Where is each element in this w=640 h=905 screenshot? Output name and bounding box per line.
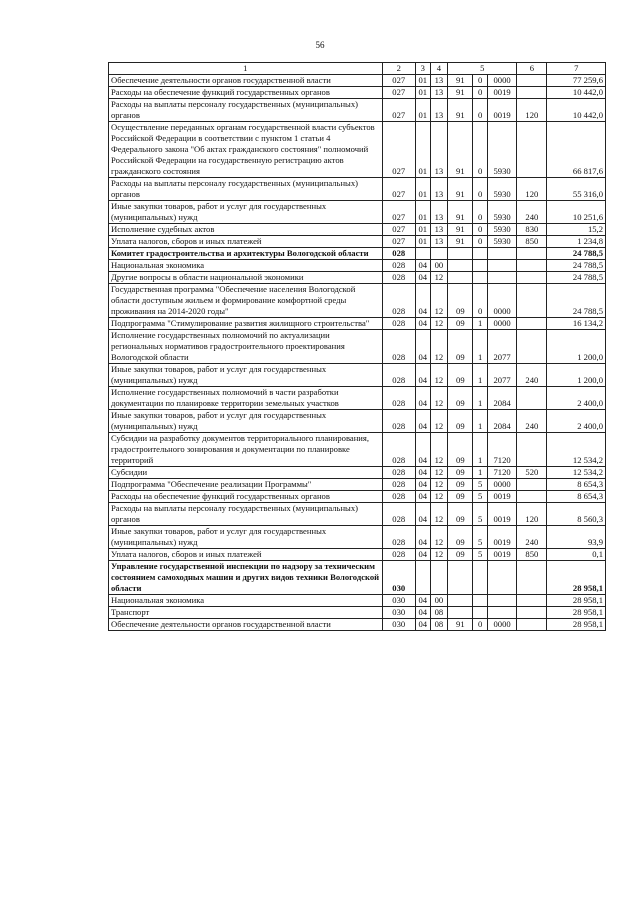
target-article-direction-cell: 0019: [487, 491, 516, 503]
row-name-cell: Иные закупки товаров, работ и услуг для государственных (муниципальных) нужд: [109, 201, 383, 224]
amount-cell: 28 958,1: [547, 619, 606, 631]
target-article-subprogram-cell: [473, 272, 488, 284]
target-article-subprogram-cell: 0: [473, 75, 488, 87]
row-name-cell: Иные закупки товаров, работ и услуг для государственных (муниципальных) нужд: [109, 410, 383, 433]
subsection-code-cell: 00: [430, 595, 448, 607]
section-code-cell: 04: [415, 410, 430, 433]
target-article-subprogram-cell: 1: [473, 410, 488, 433]
target-article-direction-cell: 5930: [487, 201, 516, 224]
amount-cell: 10 442,0: [547, 87, 606, 99]
target-article-subprogram-cell: 1: [473, 467, 488, 479]
amount-cell: 1 200,0: [547, 330, 606, 364]
gov-code-cell: 030: [382, 595, 415, 607]
expense-type-cell: [517, 75, 547, 87]
target-article-direction-cell: 0000: [487, 619, 516, 631]
section-code-cell: [415, 561, 430, 595]
section-code-cell: 04: [415, 318, 430, 330]
expense-type-cell: 520: [517, 467, 547, 479]
target-article-direction-cell: 5930: [487, 236, 516, 248]
target-article-direction-cell: 5930: [487, 122, 516, 178]
expense-type-cell: [517, 272, 547, 284]
gov-code-cell: 027: [382, 99, 415, 122]
table-row: [109, 318, 606, 330]
gov-code-cell: 028: [382, 479, 415, 491]
row-name-cell: Осуществление переданных органам государственной власти субъектов Российской Федерации в соответствии с пунктом 1 статьи 4 Федерального закона "Об актах гражданского состояния" полномочий Российской Федерации на государственную регистрацию актов гражданского состояния: [109, 122, 383, 178]
target-article-subprogram-cell: 0: [473, 99, 488, 122]
column-header: 3: [415, 63, 430, 75]
gov-code-cell: 028: [382, 433, 415, 467]
table-row: [109, 549, 606, 561]
subsection-code-cell: 12: [430, 433, 448, 467]
target-article-subprogram-cell: 5: [473, 526, 488, 549]
subsection-code-cell: 12: [430, 387, 448, 410]
gov-code-cell: 028: [382, 318, 415, 330]
amount-cell: 2 400,0: [547, 410, 606, 433]
gov-code-cell: 027: [382, 178, 415, 201]
expense-type-cell: 240: [517, 410, 547, 433]
table-row: [109, 75, 606, 87]
amount-cell: 0,1: [547, 549, 606, 561]
expense-type-cell: 240: [517, 201, 547, 224]
section-code-cell: 01: [415, 99, 430, 122]
section-code-cell: 04: [415, 503, 430, 526]
gov-code-cell: 028: [382, 284, 415, 318]
amount-cell: 77 259,6: [547, 75, 606, 87]
target-article-direction-cell: 7120: [487, 467, 516, 479]
row-name-cell: Иные закупки товаров, работ и услуг для государственных (муниципальных) нужд: [109, 364, 383, 387]
amount-cell: 66 817,6: [547, 122, 606, 178]
target-article-program-cell: [448, 561, 473, 595]
target-article-program-cell: 91: [448, 201, 473, 224]
row-name-cell: Подпрограмма "Стимулирование развития жилищного строительства": [109, 318, 383, 330]
row-name-cell: Управление государственной инспекции по надзору за техническим состоянием самоходных машин и других видов техники Вологодской области: [109, 561, 383, 595]
target-article-program-cell: 09: [448, 503, 473, 526]
section-code-cell: 04: [415, 549, 430, 561]
row-name-cell: Другие вопросы в области национальной экономики: [109, 272, 383, 284]
subsection-code-cell: 12: [430, 410, 448, 433]
target-article-direction-cell: 0019: [487, 549, 516, 561]
target-article-subprogram-cell: 0: [473, 178, 488, 201]
target-article-program-cell: 91: [448, 87, 473, 99]
row-name-cell: Уплата налогов, сборов и иных платежей: [109, 236, 383, 248]
page-number: 56: [315, 40, 325, 50]
gov-code-cell: 030: [382, 607, 415, 619]
target-article-direction-cell: 2084: [487, 387, 516, 410]
target-article-direction-cell: [487, 595, 516, 607]
section-code-cell: 01: [415, 236, 430, 248]
section-code-cell: 04: [415, 526, 430, 549]
section-code-cell: 04: [415, 272, 430, 284]
subsection-code-cell: 12: [430, 479, 448, 491]
target-article-program-cell: [448, 272, 473, 284]
section-code-cell: [415, 248, 430, 260]
row-name-cell: Государственная программа "Обеспечение населения Вологодской области доступным жильем и формирование комфортной среды проживания на 2014-2020 годы": [109, 284, 383, 318]
target-article-program-cell: 91: [448, 224, 473, 236]
target-article-direction-cell: [487, 260, 516, 272]
row-name-cell: Обеспечение деятельности органов государственной власти: [109, 619, 383, 631]
subsection-code-cell: 13: [430, 75, 448, 87]
gov-code-cell: 028: [382, 549, 415, 561]
target-article-direction-cell: 5930: [487, 224, 516, 236]
row-name-cell: Иные закупки товаров, работ и услуг для государственных (муниципальных) нужд: [109, 526, 383, 549]
column-header: 4: [430, 63, 448, 75]
subsection-code-cell: 00: [430, 260, 448, 272]
target-article-subprogram-cell: 5: [473, 503, 488, 526]
table-row: [109, 87, 606, 99]
gov-code-cell: 027: [382, 201, 415, 224]
amount-cell: 8 560,3: [547, 503, 606, 526]
gov-code-cell: 027: [382, 122, 415, 178]
row-name-cell: Расходы на обеспечение функций государственных органов: [109, 87, 383, 99]
row-name-cell: Подпрограмма "Обеспечение реализации Программы": [109, 479, 383, 491]
amount-cell: 10 251,6: [547, 201, 606, 224]
table-row: [109, 491, 606, 503]
target-article-program-cell: 91: [448, 236, 473, 248]
target-article-subprogram-cell: 1: [473, 318, 488, 330]
section-code-cell: 04: [415, 595, 430, 607]
expense-type-cell: [517, 122, 547, 178]
target-article-subprogram-cell: 1: [473, 364, 488, 387]
table-row: [109, 248, 606, 260]
table-row: [109, 284, 606, 318]
amount-cell: 12 534,2: [547, 433, 606, 467]
target-article-direction-cell: 2084: [487, 410, 516, 433]
amount-cell: 28 958,1: [547, 607, 606, 619]
gov-code-cell: 030: [382, 619, 415, 631]
target-article-program-cell: [448, 248, 473, 260]
column-header: 7: [547, 63, 606, 75]
column-header: 6: [517, 63, 547, 75]
amount-cell: 8 654,3: [547, 491, 606, 503]
table-row: [109, 619, 606, 631]
target-article-subprogram-cell: 1: [473, 387, 488, 410]
column-header: 5: [448, 63, 517, 75]
table-body: [109, 75, 606, 631]
target-article-subprogram-cell: [473, 607, 488, 619]
section-code-cell: 04: [415, 330, 430, 364]
subsection-code-cell: 12: [430, 491, 448, 503]
target-article-program-cell: 09: [448, 479, 473, 491]
target-article-program-cell: 09: [448, 330, 473, 364]
target-article-program-cell: [448, 607, 473, 619]
row-name-cell: Комитет градостроительства и архитектуры Вологодской области: [109, 248, 383, 260]
table-row: [109, 503, 606, 526]
target-article-program-cell: 09: [448, 526, 473, 549]
target-article-program-cell: 91: [448, 99, 473, 122]
row-name-cell: Расходы на выплаты персоналу государственных (муниципальных) органов: [109, 178, 383, 201]
gov-code-cell: 028: [382, 491, 415, 503]
subsection-code-cell: 13: [430, 178, 448, 201]
table-row: [109, 595, 606, 607]
target-article-program-cell: 09: [448, 467, 473, 479]
target-article-subprogram-cell: 0: [473, 122, 488, 178]
table-row: [109, 260, 606, 272]
section-code-cell: 01: [415, 75, 430, 87]
amount-cell: 24 788,5: [547, 260, 606, 272]
expense-type-cell: [517, 479, 547, 491]
row-name-cell: Национальная экономика: [109, 260, 383, 272]
expense-type-cell: [517, 433, 547, 467]
table-row: [109, 364, 606, 387]
target-article-subprogram-cell: 0: [473, 236, 488, 248]
expense-type-cell: 120: [517, 178, 547, 201]
target-article-direction-cell: 0019: [487, 99, 516, 122]
target-article-program-cell: 09: [448, 410, 473, 433]
target-article-subprogram-cell: 0: [473, 619, 488, 631]
row-name-cell: Исполнение государственных полномочий по актуализации региональных нормативов градостроительного проектирования Вологодской области: [109, 330, 383, 364]
section-code-cell: 04: [415, 467, 430, 479]
target-article-subprogram-cell: [473, 248, 488, 260]
target-article-direction-cell: 0019: [487, 526, 516, 549]
gov-code-cell: 027: [382, 236, 415, 248]
expense-type-cell: [517, 87, 547, 99]
target-article-program-cell: 09: [448, 364, 473, 387]
expense-type-cell: [517, 619, 547, 631]
row-name-cell: Транспорт: [109, 607, 383, 619]
row-name-cell: Расходы на выплаты персоналу государственных (муниципальных) органов: [109, 503, 383, 526]
gov-code-cell: 027: [382, 87, 415, 99]
column-header: 2: [382, 63, 415, 75]
subsection-code-cell: 13: [430, 99, 448, 122]
expense-type-cell: [517, 387, 547, 410]
subsection-code-cell: 08: [430, 619, 448, 631]
table-row: [109, 201, 606, 224]
amount-cell: 93,9: [547, 526, 606, 549]
section-code-cell: 04: [415, 284, 430, 318]
target-article-direction-cell: 5930: [487, 178, 516, 201]
expense-type-cell: [517, 607, 547, 619]
expense-type-cell: [517, 561, 547, 595]
subsection-code-cell: 12: [430, 526, 448, 549]
target-article-direction-cell: 0000: [487, 284, 516, 318]
section-code-cell: 04: [415, 260, 430, 272]
expense-type-cell: [517, 260, 547, 272]
subsection-code-cell: 12: [430, 467, 448, 479]
subsection-code-cell: 12: [430, 318, 448, 330]
row-name-cell: Уплата налогов, сборов и иных платежей: [109, 549, 383, 561]
subsection-code-cell: 12: [430, 272, 448, 284]
section-code-cell: 04: [415, 491, 430, 503]
target-article-subprogram-cell: [473, 561, 488, 595]
subsection-code-cell: 13: [430, 87, 448, 99]
gov-code-cell: 028: [382, 260, 415, 272]
target-article-subprogram-cell: [473, 595, 488, 607]
target-article-direction-cell: 2077: [487, 364, 516, 387]
target-article-program-cell: 91: [448, 619, 473, 631]
subsection-code-cell: 12: [430, 503, 448, 526]
section-code-cell: 01: [415, 87, 430, 99]
amount-cell: 8 654,3: [547, 479, 606, 491]
row-name-cell: Исполнение судебных актов: [109, 224, 383, 236]
target-article-program-cell: 91: [448, 75, 473, 87]
amount-cell: 28 958,1: [547, 595, 606, 607]
target-article-subprogram-cell: 1: [473, 433, 488, 467]
table-row: [109, 387, 606, 410]
table-row: [109, 410, 606, 433]
target-article-direction-cell: 0000: [487, 479, 516, 491]
expense-type-cell: 240: [517, 364, 547, 387]
gov-code-cell: 028: [382, 503, 415, 526]
gov-code-cell: 028: [382, 272, 415, 284]
expense-type-cell: 120: [517, 99, 547, 122]
target-article-direction-cell: 2077: [487, 330, 516, 364]
amount-cell: 24 788,5: [547, 284, 606, 318]
expense-type-cell: 830: [517, 224, 547, 236]
row-name-cell: Расходы на выплаты персоналу государственных (муниципальных) органов: [109, 99, 383, 122]
subsection-code-cell: 13: [430, 201, 448, 224]
expense-type-cell: [517, 248, 547, 260]
subsection-code-cell: 13: [430, 224, 448, 236]
amount-cell: 28 958,1: [547, 561, 606, 595]
column-header: 1: [109, 63, 383, 75]
expense-type-cell: 120: [517, 503, 547, 526]
target-article-subprogram-cell: 0: [473, 224, 488, 236]
expense-type-cell: 850: [517, 236, 547, 248]
section-code-cell: 04: [415, 387, 430, 410]
gov-code-cell: 028: [382, 467, 415, 479]
subsection-code-cell: 12: [430, 284, 448, 318]
target-article-direction-cell: [487, 561, 516, 595]
target-article-direction-cell: 0019: [487, 87, 516, 99]
subsection-code-cell: 12: [430, 549, 448, 561]
gov-code-cell: 027: [382, 75, 415, 87]
target-article-direction-cell: 7120: [487, 433, 516, 467]
section-code-cell: 04: [415, 479, 430, 491]
target-article-subprogram-cell: [473, 260, 488, 272]
target-article-subprogram-cell: 0: [473, 87, 488, 99]
table-row: [109, 607, 606, 619]
target-article-direction-cell: [487, 248, 516, 260]
section-code-cell: 04: [415, 433, 430, 467]
gov-code-cell: 027: [382, 224, 415, 236]
amount-cell: 10 442,0: [547, 99, 606, 122]
row-name-cell: Национальная экономика: [109, 595, 383, 607]
target-article-program-cell: 09: [448, 433, 473, 467]
expense-type-cell: 240: [517, 526, 547, 549]
target-article-direction-cell: 0019: [487, 503, 516, 526]
section-code-cell: 04: [415, 619, 430, 631]
target-article-program-cell: 09: [448, 284, 473, 318]
subsection-code-cell: [430, 248, 448, 260]
target-article-direction-cell: 0000: [487, 318, 516, 330]
table-row: [109, 99, 606, 122]
table-row: [109, 433, 606, 467]
target-article-direction-cell: [487, 272, 516, 284]
amount-cell: 2 400,0: [547, 387, 606, 410]
gov-code-cell: 030: [382, 561, 415, 595]
target-article-subprogram-cell: 5: [473, 479, 488, 491]
target-article-subprogram-cell: 0: [473, 284, 488, 318]
target-article-subprogram-cell: 1: [473, 330, 488, 364]
target-article-program-cell: [448, 595, 473, 607]
target-article-direction-cell: 0000: [487, 75, 516, 87]
target-article-program-cell: 91: [448, 122, 473, 178]
expense-type-cell: [517, 284, 547, 318]
target-article-program-cell: 09: [448, 318, 473, 330]
subsection-code-cell: 12: [430, 364, 448, 387]
target-article-subprogram-cell: 0: [473, 201, 488, 224]
table-row: [109, 479, 606, 491]
expense-type-cell: 850: [517, 549, 547, 561]
subsection-code-cell: 08: [430, 607, 448, 619]
amount-cell: 24 788,5: [547, 248, 606, 260]
row-name-cell: Обеспечение деятельности органов государственной власти: [109, 75, 383, 87]
table-row: [109, 561, 606, 595]
table-row: [109, 224, 606, 236]
target-article-program-cell: 09: [448, 387, 473, 410]
row-name-cell: Субсидии на разработку документов территориального планирования, градостроительного зонирования и документации по планировке территорий: [109, 433, 383, 467]
gov-code-cell: 028: [382, 248, 415, 260]
row-name-cell: Субсидии: [109, 467, 383, 479]
expense-type-cell: [517, 330, 547, 364]
target-article-program-cell: [448, 260, 473, 272]
gov-code-cell: 028: [382, 387, 415, 410]
target-article-subprogram-cell: 5: [473, 549, 488, 561]
subsection-code-cell: 13: [430, 236, 448, 248]
subsection-code-cell: 12: [430, 330, 448, 364]
amount-cell: 15,2: [547, 224, 606, 236]
target-article-program-cell: 09: [448, 549, 473, 561]
row-name-cell: Исполнение государственных полномочий в части разработки документации по планировке территории земельных участков: [109, 387, 383, 410]
section-code-cell: 04: [415, 607, 430, 619]
gov-code-cell: 028: [382, 364, 415, 387]
target-article-program-cell: 09: [448, 491, 473, 503]
expense-type-cell: [517, 318, 547, 330]
section-code-cell: 04: [415, 364, 430, 387]
amount-cell: 12 534,2: [547, 467, 606, 479]
gov-code-cell: 028: [382, 526, 415, 549]
amount-cell: 16 134,2: [547, 318, 606, 330]
table-row: [109, 330, 606, 364]
amount-cell: 55 316,0: [547, 178, 606, 201]
target-article-subprogram-cell: 5: [473, 491, 488, 503]
section-code-cell: 01: [415, 178, 430, 201]
table-row: [109, 178, 606, 201]
subsection-code-cell: 13: [430, 122, 448, 178]
amount-cell: 1 234,8: [547, 236, 606, 248]
table-row: [109, 526, 606, 549]
target-article-program-cell: 91: [448, 178, 473, 201]
gov-code-cell: 028: [382, 410, 415, 433]
budget-table: [108, 62, 606, 631]
target-article-direction-cell: [487, 607, 516, 619]
table-row: [109, 272, 606, 284]
gov-code-cell: 028: [382, 330, 415, 364]
table-header-row: [109, 63, 606, 75]
expense-type-cell: [517, 595, 547, 607]
row-name-cell: Расходы на обеспечение функций государственных органов: [109, 491, 383, 503]
amount-cell: 1 200,0: [547, 364, 606, 387]
table-row: [109, 467, 606, 479]
table-row: [109, 122, 606, 178]
table-row: [109, 236, 606, 248]
amount-cell: 24 788,5: [547, 272, 606, 284]
section-code-cell: 01: [415, 201, 430, 224]
subsection-code-cell: [430, 561, 448, 595]
section-code-cell: 01: [415, 224, 430, 236]
expense-type-cell: [517, 491, 547, 503]
section-code-cell: 01: [415, 122, 430, 178]
